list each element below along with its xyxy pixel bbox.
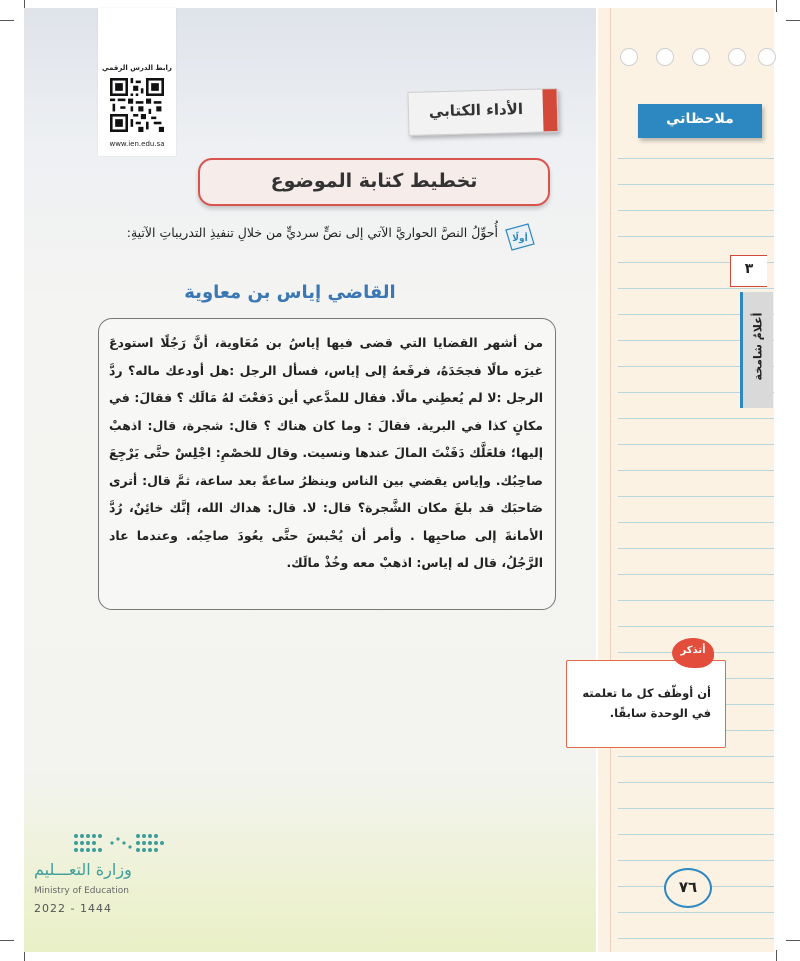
edition-year: 2022 - 1444 bbox=[34, 902, 112, 915]
notes-line bbox=[618, 444, 774, 445]
page-number-badge bbox=[664, 868, 712, 908]
notes-line bbox=[618, 860, 774, 861]
notes-line bbox=[618, 938, 774, 939]
notes-line bbox=[618, 834, 774, 835]
ministry-name-english: Ministry of Education bbox=[34, 886, 129, 896]
unit-name-tab bbox=[740, 292, 773, 408]
story-box bbox=[98, 318, 556, 610]
notes-line bbox=[618, 184, 774, 185]
remember-badge bbox=[672, 638, 714, 668]
binder-hole-icon bbox=[620, 48, 638, 66]
crop-mark bbox=[776, 950, 777, 961]
notes-column bbox=[598, 8, 774, 952]
binder-hole-icon bbox=[728, 48, 746, 66]
crop-mark bbox=[776, 0, 777, 12]
qr-code-icon[interactable] bbox=[110, 78, 164, 132]
crop-mark bbox=[786, 940, 800, 941]
notes-line bbox=[618, 158, 774, 159]
notes-line bbox=[618, 496, 774, 497]
unit-name: أعلامٌ شامخة bbox=[751, 312, 765, 381]
story-title: القاضي إياس بن معاوية bbox=[184, 282, 396, 303]
crop-mark bbox=[786, 20, 800, 21]
remember-badge-label: أتذكر bbox=[680, 645, 706, 656]
binder-hole-icon bbox=[758, 48, 776, 66]
notes-line bbox=[618, 470, 774, 471]
qr-card[interactable] bbox=[98, 8, 176, 156]
qr-caption: رابط الدرس الرقمي bbox=[102, 64, 172, 72]
story-text: من أشهر القضايا التي قضى فيها إياسُ بن مُعَاوية، أنَّ رَجُلًا استودعَ غيرَه مالًا فجحَدَهُ، فرفَعهُ إلى إياس، فسأل الرجل :هل أودعك ماله؟ ردَّ الرجل :لا لم يُعطِني مالًا. فقال للمدَّعي أين دَفعْتَ لهُ مَالَك ؟ فقالَ: في مكانٍ كذا في البرية. فقالَ : وما كان هناك ؟ قال: شجرة، قال: اذهبْ إليها؛ فلعَلَّك دَفَنْتَ المالَ عندها ونسيت. وقال للخصْمِ: اجْلِسْ حتَّى يَرْجِعَ صاحِبُك. وإياس يقضي بين الناس وينظرُ ساعةً بعد ساعة، ثمَّ قال: أترى صَاحبَك قد بلغَ مكان الشَّجرة؟ قال: لا. قال: هداك الله، إنَّك خائِنٌ، رُدَّ الأمانةَ إلى صاحبِها . وأمر أن يُحْبسَ حتَّى يعُودَ صاحِبُه. وعندما عاد الرَّجُلُ، قال له إياس: اذهبْ معه وخُذْ مالَك. bbox=[109, 335, 543, 570]
pencil-task-icon bbox=[502, 222, 538, 252]
unit-number-badge bbox=[730, 255, 767, 287]
notes-title: ملاحظاتي bbox=[666, 111, 734, 127]
binder-hole-icon bbox=[692, 48, 710, 66]
notes-line bbox=[618, 522, 774, 523]
binder-hole-icon bbox=[656, 48, 674, 66]
topic-title-box bbox=[198, 158, 550, 206]
ministry-logo-icon bbox=[72, 828, 168, 862]
notes-line bbox=[618, 236, 774, 237]
notes-margin-line bbox=[610, 8, 611, 952]
notes-line bbox=[618, 288, 774, 289]
unit-number: ٣ bbox=[744, 261, 754, 277]
crop-mark bbox=[0, 20, 14, 21]
ministry-name-arabic: وزارة التعـــليم bbox=[34, 860, 132, 879]
notes-line bbox=[618, 912, 774, 913]
instruction-text: أُحوِّلُ النصَّ الحواريَّ الآتي إلى نصٍّ سرديٍّ من خلالِ تنفيذِ التدريباتِ الآتيةِ: bbox=[126, 225, 498, 240]
notes-line bbox=[618, 548, 774, 549]
topic-title: تخطيط كتابة الموضوع bbox=[270, 170, 478, 192]
notes-line bbox=[618, 756, 774, 757]
crop-mark bbox=[0, 940, 14, 941]
notes-line bbox=[618, 808, 774, 809]
task-icon-label: أولًا bbox=[512, 234, 528, 244]
notes-title-tag bbox=[638, 104, 762, 138]
tag-fold bbox=[542, 89, 557, 131]
qr-url[interactable]: www.ien.edu.sa bbox=[109, 140, 165, 148]
remember-text: أن أوظّف كل ما تعلمته في الوحدة سابقًا. bbox=[582, 686, 711, 720]
notes-line bbox=[618, 782, 774, 783]
notes-line bbox=[618, 626, 774, 627]
notes-line bbox=[618, 210, 774, 211]
section-title-tag bbox=[407, 88, 558, 136]
section-title: الأداء الكتابي bbox=[428, 99, 524, 121]
notes-line bbox=[618, 600, 774, 601]
page-number: ٧٦ bbox=[678, 878, 698, 896]
notes-line bbox=[618, 574, 774, 575]
remember-card bbox=[566, 660, 726, 748]
notes-line bbox=[618, 418, 774, 419]
